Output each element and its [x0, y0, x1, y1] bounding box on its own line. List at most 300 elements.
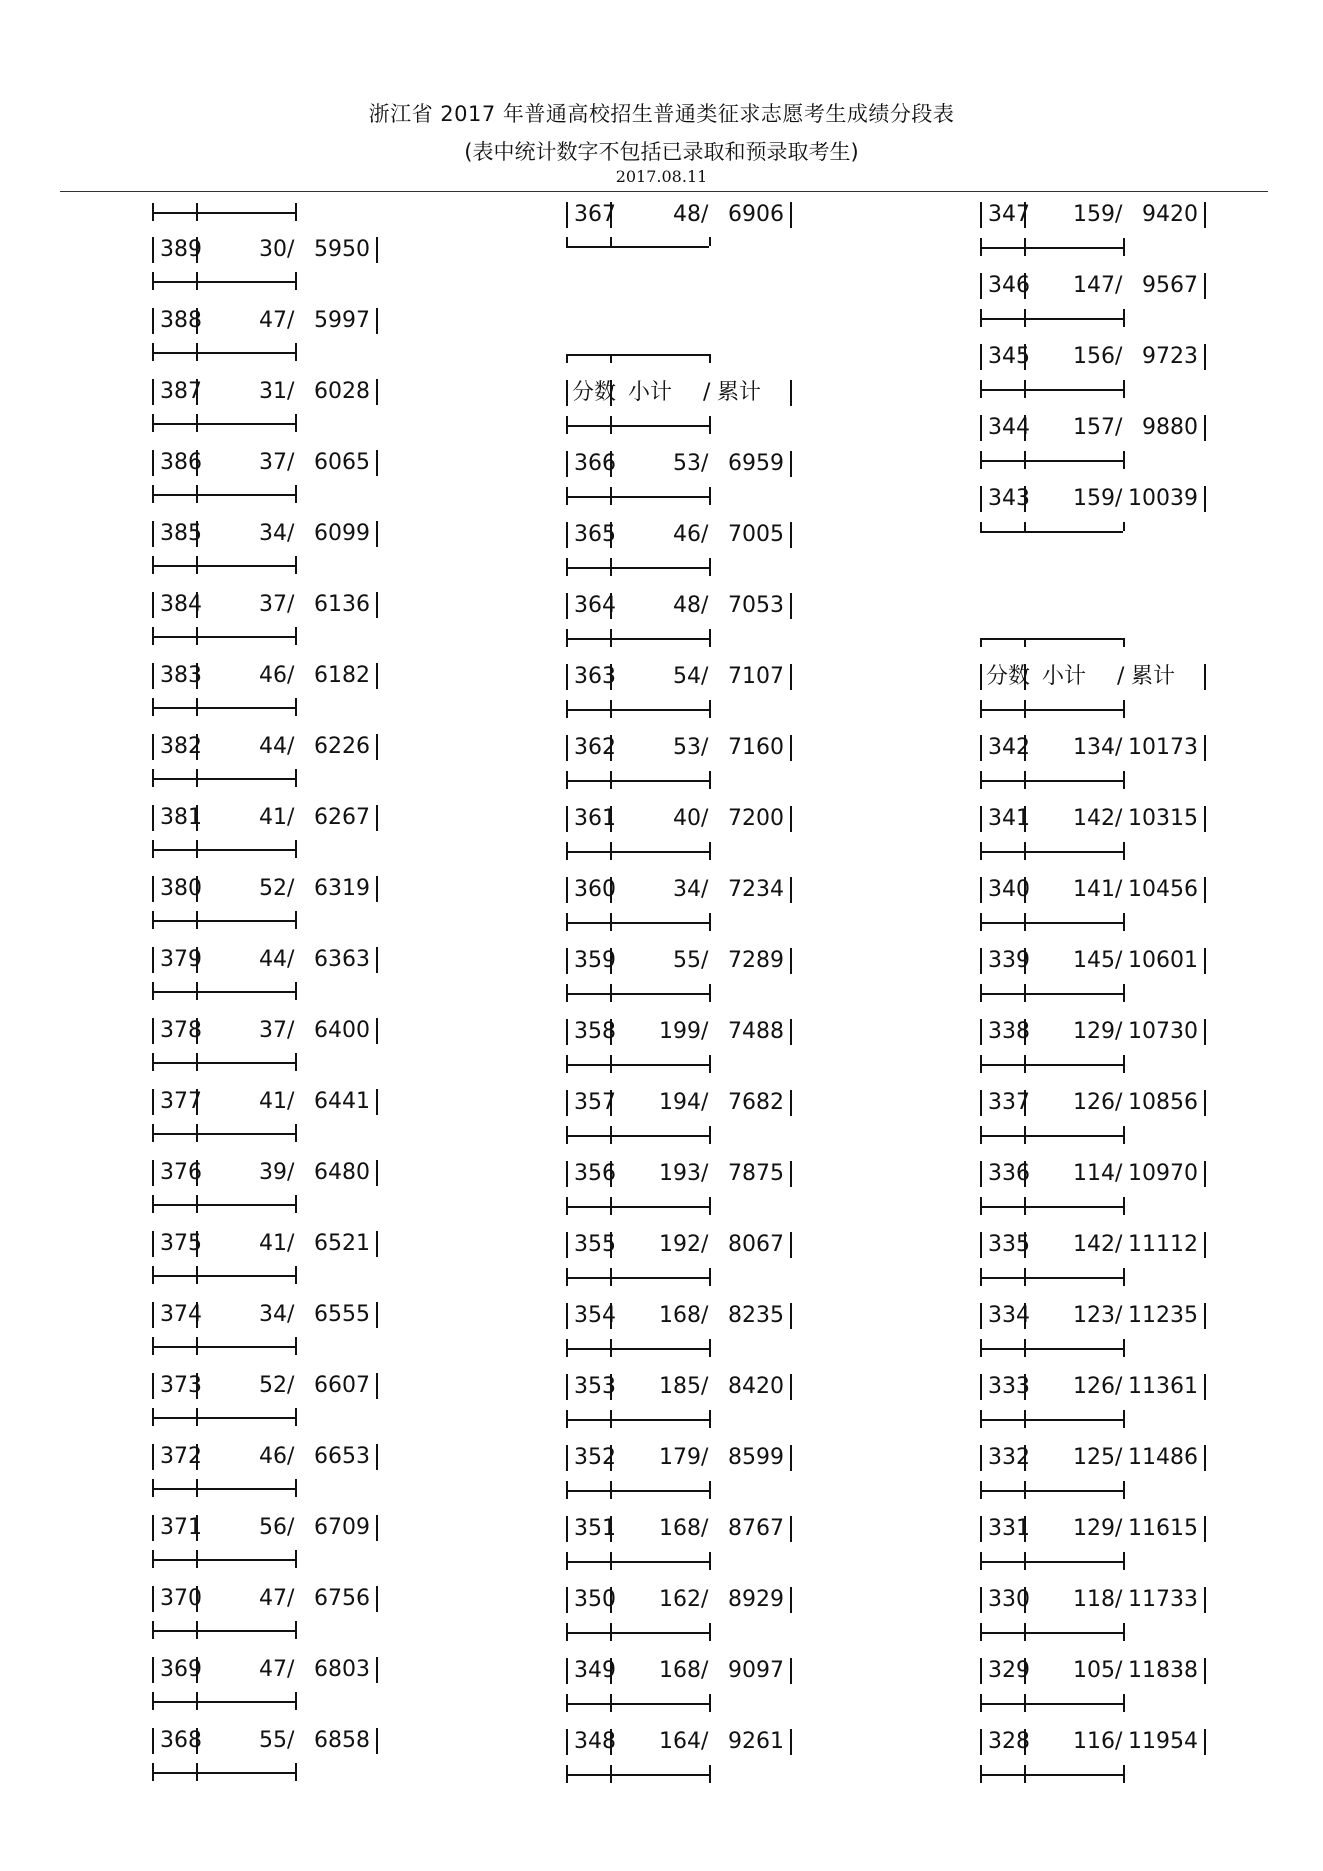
score-cell: 370 [160, 1586, 202, 1611]
score-cell: 340 [988, 877, 1030, 902]
separator-tick [295, 840, 297, 858]
separator-line [980, 922, 1123, 924]
separator-line [566, 709, 709, 711]
cell-border [376, 379, 378, 405]
cell-border [790, 1445, 792, 1471]
separator-tick [295, 1195, 297, 1213]
separator-tick [1024, 1126, 1026, 1144]
subtotal-cell: 41 [259, 1089, 287, 1114]
cumulative-cell: 6363 [314, 947, 370, 972]
score-cell: 369 [160, 1657, 202, 1682]
cell-border [1204, 1090, 1206, 1116]
cell-border [790, 735, 792, 761]
separator-line [566, 496, 709, 498]
separator-line [152, 1062, 295, 1064]
separator-line [980, 460, 1123, 462]
separator-tick [295, 1621, 297, 1639]
row-separator [152, 911, 297, 929]
separator-tick [1123, 1126, 1125, 1144]
table-row [980, 1019, 1208, 1045]
score-cell: 348 [574, 1729, 616, 1754]
slash-cell: / [287, 1657, 295, 1682]
slash-cell: / [1115, 344, 1123, 369]
row-separator [566, 416, 711, 434]
cumulative-cell: 6521 [314, 1231, 370, 1256]
cumulative-cell: 6756 [314, 1586, 370, 1611]
slash-cell: / [287, 1728, 295, 1753]
subtotal-cell: 142 [1073, 806, 1115, 831]
separator-tick [980, 984, 982, 1002]
separator-tick [610, 913, 612, 931]
cell-border [980, 202, 982, 228]
subtotal-cell: 46 [673, 522, 701, 547]
separator-tick [1123, 1623, 1125, 1641]
separator-line [566, 851, 709, 853]
separator-tick [152, 1053, 154, 1071]
cell-border [980, 1161, 982, 1187]
separator-tick [566, 416, 568, 434]
table-row [566, 1729, 794, 1755]
cumulative-cell: 5997 [314, 308, 370, 333]
slash-cell: / [701, 451, 709, 476]
subtotal-cell: 162 [659, 1587, 701, 1612]
cumulative-cell: 9261 [728, 1729, 784, 1754]
row-separator [566, 237, 711, 255]
cell-border [790, 202, 792, 228]
cumulative-cell: 6099 [314, 521, 370, 546]
separator-line [566, 1632, 709, 1634]
header-rule [60, 191, 1268, 192]
table-row [152, 450, 380, 476]
cell-border [980, 1090, 982, 1116]
cumulative-cell: 8235 [728, 1303, 784, 1328]
table-row [566, 1445, 794, 1471]
table-row [980, 1516, 1208, 1542]
separator-tick [980, 1055, 982, 1073]
subtotal-cell: 56 [259, 1515, 287, 1540]
separator-line [566, 1703, 709, 1705]
separator-line [152, 707, 295, 709]
cumulative-cell: 10315 [1128, 806, 1198, 831]
separator-tick [196, 1692, 198, 1710]
cell-border [1204, 1019, 1206, 1045]
subtotal-cell: 53 [673, 451, 701, 476]
separator-tick [1123, 1268, 1125, 1286]
cell-border [566, 451, 568, 477]
score-cell: 353 [574, 1374, 616, 1399]
table-row [152, 592, 380, 618]
cumulative-cell: 7005 [728, 522, 784, 547]
row-separator [152, 485, 297, 503]
cell-border [566, 1232, 568, 1258]
row-separator [566, 1197, 711, 1215]
slash-cell: / [287, 663, 295, 688]
cell-border [376, 308, 378, 334]
separator-line [980, 318, 1123, 320]
cumulative-cell: 6441 [314, 1089, 370, 1114]
separator-line [566, 1348, 709, 1350]
separator-line [566, 922, 709, 924]
cell-border [790, 1090, 792, 1116]
separator-tick [1024, 984, 1026, 1002]
table-row [152, 1018, 380, 1044]
subtotal-cell: 123 [1073, 1303, 1115, 1328]
table-row [152, 1373, 380, 1399]
cumulative-cell: 6400 [314, 1018, 370, 1043]
header-score: 分数 [986, 664, 1031, 689]
subtotal-cell: 37 [259, 450, 287, 475]
table-row [980, 273, 1208, 299]
separator-line [566, 1490, 709, 1492]
separator-tick [610, 842, 612, 860]
subtotal-cell: 126 [1073, 1374, 1115, 1399]
table-row [152, 379, 380, 405]
separator-line [566, 425, 709, 427]
table-row [152, 1089, 380, 1115]
header-cumulative: 累计 [1131, 664, 1176, 689]
subtotal-cell: 159 [1073, 202, 1115, 227]
cell-border [980, 1729, 982, 1755]
cell-border [1204, 735, 1206, 761]
separator-tick [295, 556, 297, 574]
separator-tick [980, 1694, 982, 1712]
row-separator [152, 414, 297, 432]
separator-tick [295, 1408, 297, 1426]
separator-tick [152, 272, 154, 290]
row-separator [152, 1621, 297, 1639]
slash-cell: / [1115, 1232, 1123, 1257]
table-row [566, 664, 794, 690]
cell-border [376, 1586, 378, 1612]
row-separator [980, 309, 1125, 327]
row-separator [152, 1479, 297, 1497]
separator-tick [709, 1339, 711, 1357]
table-row [980, 1374, 1208, 1400]
cumulative-cell: 6906 [728, 202, 784, 227]
cumulative-cell: 8420 [728, 1374, 784, 1399]
cumulative-cell: 6653 [314, 1444, 370, 1469]
table-row [566, 735, 794, 761]
cell-border [790, 948, 792, 974]
cell-border [152, 805, 154, 831]
slash-cell: / [701, 522, 709, 547]
cell-border [790, 1232, 792, 1258]
cumulative-cell: 11112 [1128, 1232, 1198, 1257]
cumulative-cell: 9097 [728, 1658, 784, 1683]
cell-border [566, 1090, 568, 1116]
slash-cell: / [1115, 1090, 1123, 1115]
separator-line [152, 565, 295, 567]
cell-border [152, 1231, 154, 1257]
subtotal-cell: 156 [1073, 344, 1115, 369]
separator-line [980, 709, 1123, 711]
cell-border [376, 1302, 378, 1328]
separator-line [980, 1703, 1123, 1705]
cell-border [376, 947, 378, 973]
separator-tick [295, 343, 297, 361]
separator-line [980, 1277, 1123, 1279]
score-cell: 331 [988, 1516, 1030, 1541]
row-separator [566, 1126, 711, 1144]
cell-border [566, 948, 568, 974]
subtotal-cell: 46 [259, 663, 287, 688]
document-title: 浙江省 2017 年普通高校招生普通类征求志愿考生成绩分段表 [368, 102, 955, 126]
separator-tick [152, 1621, 154, 1639]
separator-tick [1123, 700, 1125, 718]
slash-cell: / [701, 1232, 709, 1257]
separator-tick [566, 984, 568, 1002]
subtotal-cell: 142 [1073, 1232, 1115, 1257]
separator-line [566, 246, 709, 248]
cell-border [566, 806, 568, 832]
score-cell: 383 [160, 663, 202, 688]
subtotal-cell: 116 [1073, 1729, 1115, 1754]
subtotal-cell: 52 [259, 876, 287, 901]
table-row [980, 486, 1208, 512]
slash-cell: / [287, 1231, 295, 1256]
cumulative-cell: 6028 [314, 379, 370, 404]
separator-line [980, 1774, 1123, 1776]
subtotal-cell: 40 [673, 806, 701, 831]
cumulative-cell: 10601 [1128, 948, 1198, 973]
separator-line [566, 1206, 709, 1208]
cell-border [152, 663, 154, 689]
cell-border [790, 664, 792, 690]
separator-tick [980, 1481, 982, 1499]
separator-line [980, 1206, 1123, 1208]
separator-tick [566, 1126, 568, 1144]
row-separator [980, 1765, 1125, 1783]
table-row [980, 877, 1208, 903]
separator-tick [709, 1481, 711, 1499]
separator-line [152, 352, 295, 354]
cell-border [980, 1516, 982, 1542]
row-separator [980, 1410, 1125, 1428]
cell-border [790, 806, 792, 832]
score-cell: 361 [574, 806, 616, 831]
subtotal-cell: 53 [673, 735, 701, 760]
cell-border [980, 1303, 982, 1329]
slash-cell: / [287, 1089, 295, 1114]
cell-border [1204, 1232, 1206, 1258]
separator-tick [196, 1621, 198, 1639]
separator-tick [980, 771, 982, 789]
slash-cell: / [287, 1302, 295, 1327]
cell-border [790, 1729, 792, 1755]
separator-line [980, 1135, 1123, 1137]
table-row [566, 451, 794, 477]
separator-tick [566, 237, 568, 246]
separator-tick [152, 1337, 154, 1355]
cumulative-cell: 6226 [314, 734, 370, 759]
separator-tick [196, 485, 198, 503]
separator-tick [980, 700, 982, 718]
row-separator [566, 1623, 711, 1641]
table-row [980, 1161, 1208, 1187]
separator-tick [709, 984, 711, 1002]
row-separator [566, 1765, 711, 1783]
separator-tick [709, 1410, 711, 1428]
separator-tick [980, 522, 982, 531]
separator-tick [610, 237, 612, 246]
separator-tick [610, 487, 612, 505]
cumulative-cell: 6480 [314, 1160, 370, 1185]
cumulative-cell: 6136 [314, 592, 370, 617]
subtotal-cell: 147 [1073, 273, 1115, 298]
row-separator [152, 1266, 297, 1284]
score-cell: 380 [160, 876, 202, 901]
separator-tick [295, 485, 297, 503]
score-cell: 358 [574, 1019, 616, 1044]
cell-border [152, 592, 154, 618]
cell-border [566, 202, 568, 228]
row-separator [152, 1550, 297, 1568]
separator-tick [196, 343, 198, 361]
score-cell: 386 [160, 450, 202, 475]
separator-tick [295, 982, 297, 1000]
subtotal-cell: 194 [659, 1090, 701, 1115]
cell-border [980, 1445, 982, 1471]
separator-line [980, 531, 1123, 533]
separator-tick [295, 1479, 297, 1497]
score-cell: 336 [988, 1161, 1030, 1186]
cell-border [566, 522, 568, 548]
table-row [566, 1019, 794, 1045]
row-separator [566, 1055, 711, 1073]
cell-border [980, 344, 982, 370]
separator-tick [152, 1124, 154, 1142]
separator-line [566, 1064, 709, 1066]
subtotal-cell: 129 [1073, 1019, 1115, 1044]
separator-tick [1024, 771, 1026, 789]
cumulative-cell: 11615 [1128, 1516, 1198, 1541]
cell-border [376, 876, 378, 902]
separator-tick [1123, 1694, 1125, 1712]
separator-line [980, 1632, 1123, 1634]
separator-line [152, 849, 295, 851]
table-header-row [566, 380, 794, 406]
cumulative-cell: 9723 [1142, 344, 1198, 369]
row-separator [980, 1126, 1125, 1144]
separator-tick [152, 1195, 154, 1213]
header-score: 分数 [572, 380, 617, 405]
score-cell: 355 [574, 1232, 616, 1257]
separator-tick [566, 1694, 568, 1712]
score-cell: 330 [988, 1587, 1030, 1612]
separator-tick [566, 771, 568, 789]
separator-line [152, 1630, 295, 1632]
separator-tick [610, 1765, 612, 1783]
separator-tick [1024, 1623, 1026, 1641]
slash-cell: / [701, 1374, 709, 1399]
cell-border [980, 877, 982, 903]
separator-tick [610, 1268, 612, 1286]
cell-border [1204, 877, 1206, 903]
separator-tick [1024, 1481, 1026, 1499]
separator-tick [152, 1550, 154, 1568]
separator-tick [152, 343, 154, 361]
row-separator [152, 1692, 297, 1710]
slash-cell: / [1115, 486, 1123, 511]
score-cell: 367 [574, 202, 616, 227]
cell-border [980, 735, 982, 761]
separator-line [152, 1417, 295, 1419]
slash-cell: / [1115, 877, 1123, 902]
cell-border [566, 593, 568, 619]
slash-cell: / [287, 592, 295, 617]
score-cell: 372 [160, 1444, 202, 1469]
cell-border [1204, 486, 1206, 512]
cell-border [1204, 1161, 1206, 1187]
separator-tick [196, 769, 198, 787]
row-separator [980, 984, 1125, 1002]
row-separator [152, 1124, 297, 1142]
cumulative-cell: 6959 [728, 451, 784, 476]
slash-cell: / [1115, 1303, 1123, 1328]
separator-tick [152, 627, 154, 645]
cumulative-cell: 11838 [1128, 1658, 1198, 1683]
cell-border [152, 450, 154, 476]
cumulative-cell: 8929 [728, 1587, 784, 1612]
cumulative-cell: 11954 [1128, 1729, 1198, 1754]
score-cell: 338 [988, 1019, 1030, 1044]
cumulative-cell: 6555 [314, 1302, 370, 1327]
table-row [980, 948, 1208, 974]
subtotal-cell: 141 [1073, 877, 1115, 902]
score-cell: 356 [574, 1161, 616, 1186]
separator-tick [1024, 1765, 1026, 1783]
separator-tick [1024, 1339, 1026, 1357]
cumulative-cell: 9880 [1142, 415, 1198, 440]
table-row [152, 734, 380, 760]
cell-border [980, 664, 982, 690]
row-separator [566, 1694, 711, 1712]
cell-border [566, 1516, 568, 1542]
row-separator [980, 913, 1125, 931]
cell-border [152, 1160, 154, 1186]
row-separator [980, 1481, 1125, 1499]
separator-tick [1123, 842, 1125, 860]
separator-tick [709, 1623, 711, 1641]
table-row [566, 948, 794, 974]
table-row [566, 522, 794, 548]
score-cell: 335 [988, 1232, 1030, 1257]
separator-tick [1123, 1339, 1125, 1357]
table-row [980, 735, 1208, 761]
score-cell: 363 [574, 664, 616, 689]
cell-border [980, 1587, 982, 1613]
table-row [566, 1232, 794, 1258]
table-header-row [980, 664, 1208, 690]
score-cell: 371 [160, 1515, 202, 1540]
table-row [152, 1444, 380, 1470]
separator-tick [152, 203, 154, 221]
separator-tick [709, 558, 711, 576]
header-subtotal: 小计 [628, 380, 673, 405]
cell-border [152, 734, 154, 760]
separator-tick [196, 982, 198, 1000]
separator-tick [152, 769, 154, 787]
subtotal-cell: 105 [1073, 1658, 1115, 1683]
row-separator [566, 558, 711, 576]
separator-line [980, 1490, 1123, 1492]
separator-tick [152, 982, 154, 1000]
subtotal-cell: 47 [259, 1586, 287, 1611]
separator-tick [152, 911, 154, 929]
slash-cell: / [1115, 735, 1123, 760]
cell-border [566, 380, 568, 406]
cell-border [376, 1373, 378, 1399]
